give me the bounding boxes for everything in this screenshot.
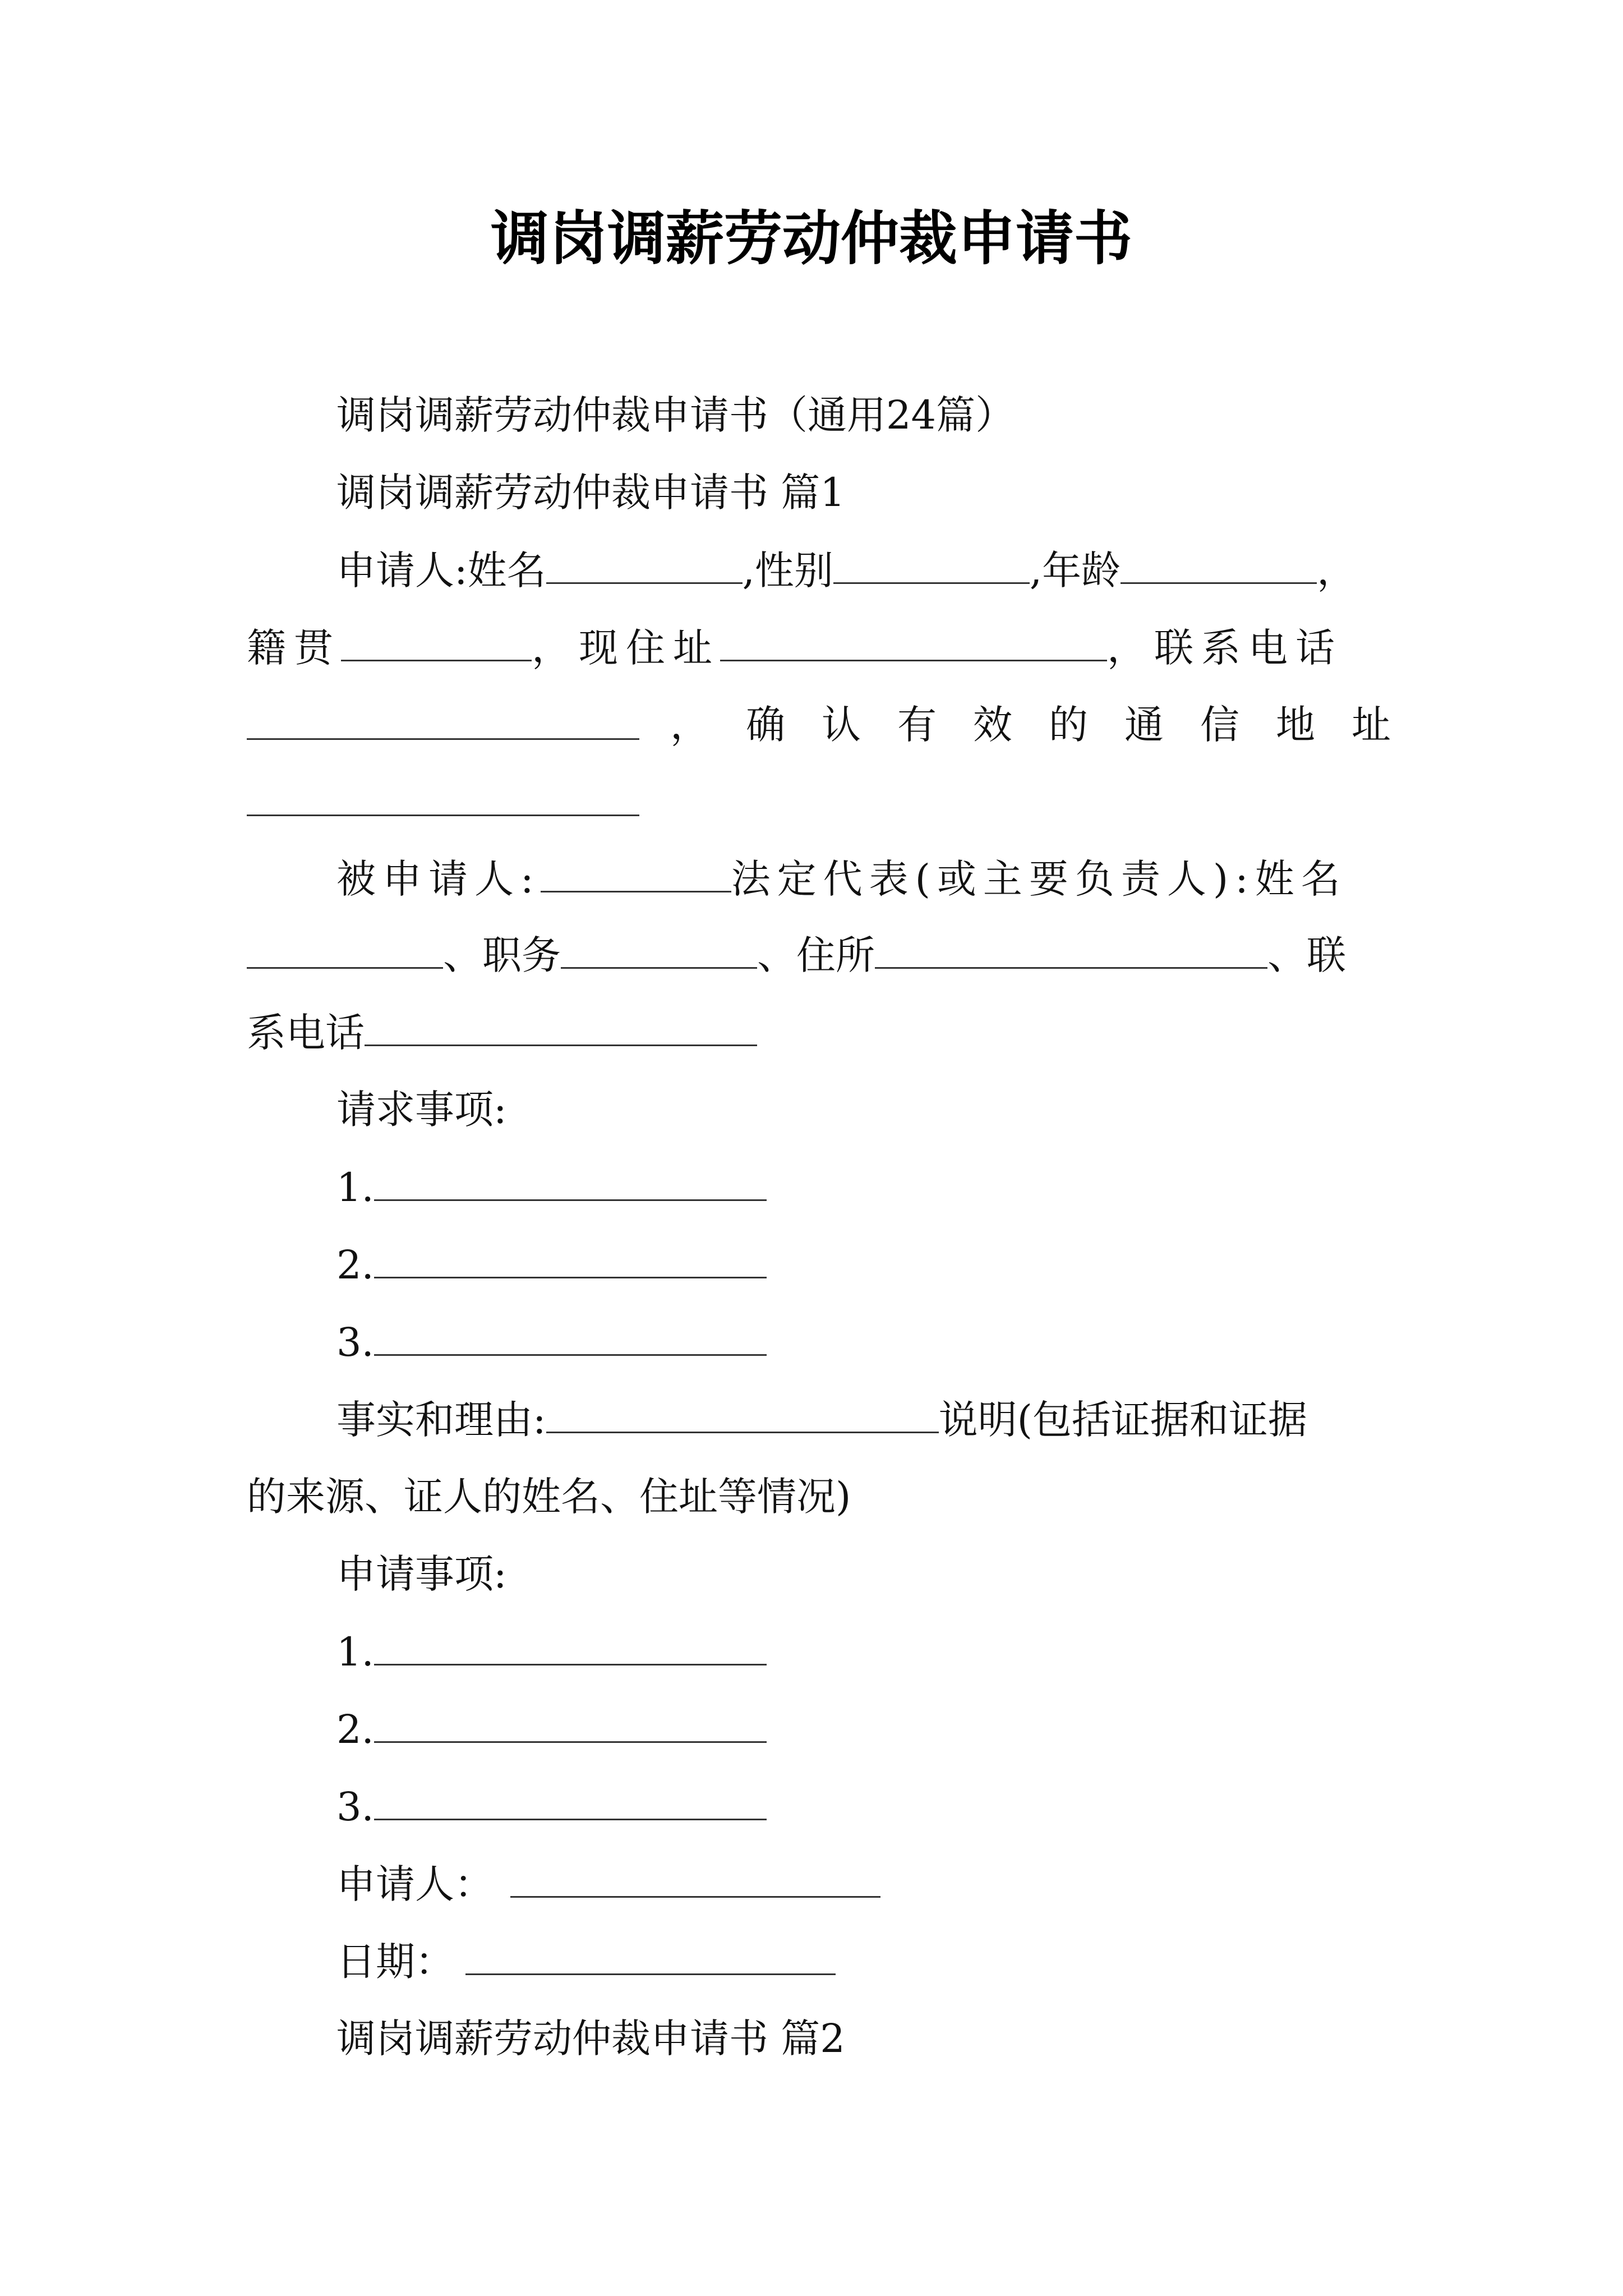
applicant-age-blank[interactable] bbox=[1121, 542, 1317, 584]
claims-heading: 请求事项: bbox=[336, 1087, 507, 1133]
document-subtitle: 调岗调薪劳动仲裁申请书（通用24篇） bbox=[336, 392, 1015, 438]
claim-blank[interactable] bbox=[374, 1159, 767, 1201]
respondent-line bbox=[336, 850, 1347, 907]
apply-item bbox=[336, 1701, 767, 1757]
section-heading-2: 调岗调薪劳动仲裁申请书 篇2 bbox=[336, 2016, 845, 2062]
confirm-char: 认 bbox=[822, 702, 861, 748]
date-label: 日期： bbox=[336, 1939, 454, 1985]
confirm-char: 的 bbox=[1049, 702, 1088, 748]
applicant-name-blank[interactable] bbox=[546, 542, 743, 584]
duty-label: 、职务 bbox=[443, 932, 561, 978]
respondent-phone-line bbox=[247, 1004, 757, 1060]
apply-blank[interactable] bbox=[374, 1778, 767, 1820]
mailing-address-blank[interactable] bbox=[247, 815, 639, 816]
confirm-char: 确 bbox=[746, 702, 785, 748]
claim-blank[interactable] bbox=[374, 1314, 767, 1356]
document-title: 调岗调薪劳动仲裁申请书 bbox=[490, 204, 1132, 273]
section-heading-1: 调岗调薪劳动仲裁申请书 篇1 bbox=[336, 470, 845, 516]
applicant-name-label: 申请人:姓名 bbox=[336, 547, 546, 593]
facts-label: 事实和理由: bbox=[336, 1397, 546, 1443]
apply-item bbox=[336, 1778, 767, 1834]
duty-blank[interactable] bbox=[561, 927, 757, 969]
date-blank[interactable] bbox=[465, 1933, 836, 1975]
apply-number: 3. bbox=[336, 1784, 374, 1830]
apply-item bbox=[336, 1623, 767, 1680]
residence-label: 、住所 bbox=[757, 932, 875, 978]
applicant-line-end: ， bbox=[1317, 547, 1357, 593]
respondent-blank[interactable] bbox=[541, 850, 731, 892]
respondent-phone-blank[interactable] bbox=[365, 1004, 757, 1046]
facts-continuation: 的来源、证人的姓名、住址等情况) bbox=[247, 1474, 851, 1520]
claim-number: 2. bbox=[336, 1242, 374, 1288]
date-line bbox=[336, 1933, 836, 1989]
legal-rep-name-blank[interactable] bbox=[247, 927, 443, 969]
apply-blank[interactable] bbox=[374, 1623, 767, 1665]
claim-blank[interactable] bbox=[374, 1236, 767, 1278]
confirm-char: 效 bbox=[973, 702, 1012, 748]
duty-line bbox=[247, 927, 1346, 983]
duty-line-end: 、联 bbox=[1267, 932, 1346, 978]
apply-heading: 申请事项: bbox=[336, 1551, 507, 1597]
respondent-phone-label: 系电话 bbox=[247, 1010, 365, 1056]
address-blank[interactable] bbox=[720, 619, 1107, 661]
confirm-char: 有 bbox=[897, 702, 937, 748]
legal-rep-label: 法定代表(或主要负责人):姓名 bbox=[731, 856, 1347, 902]
native-label: 籍贯 bbox=[247, 625, 341, 671]
apply-number: 1. bbox=[336, 1629, 374, 1675]
apply-number: 2. bbox=[336, 1706, 374, 1752]
respondent-label: 被申请人: bbox=[336, 856, 541, 902]
signature-line bbox=[336, 1856, 880, 1912]
native-line bbox=[247, 619, 1343, 675]
applicant-age-label: ,年龄 bbox=[1029, 547, 1121, 593]
address-label: ，现住址 bbox=[532, 625, 720, 671]
confirm-address-text bbox=[746, 697, 1391, 753]
apply-blank[interactable] bbox=[374, 1701, 767, 1743]
facts-line bbox=[336, 1391, 1307, 1447]
claim-number: 3. bbox=[336, 1319, 374, 1365]
residence-blank[interactable] bbox=[875, 927, 1267, 969]
claim-item bbox=[336, 1236, 767, 1292]
facts-blank[interactable] bbox=[546, 1391, 939, 1433]
confirm-char: 信 bbox=[1200, 702, 1239, 748]
phone-blank[interactable] bbox=[247, 738, 639, 740]
confirm-char: 地 bbox=[1276, 702, 1315, 748]
applicant-gender-label: ,性别 bbox=[742, 547, 833, 593]
signature-label: 申请人： bbox=[336, 1861, 494, 1907]
contact-comma: ， bbox=[670, 702, 709, 748]
applicant-line bbox=[336, 542, 1356, 598]
phone-label: ，联系电话 bbox=[1107, 625, 1343, 671]
confirm-char: 址 bbox=[1352, 702, 1391, 748]
native-blank[interactable] bbox=[341, 619, 532, 661]
claim-item bbox=[336, 1314, 767, 1370]
claim-number: 1. bbox=[336, 1165, 374, 1211]
claim-item bbox=[336, 1159, 767, 1215]
signature-blank[interactable] bbox=[510, 1856, 880, 1898]
confirm-char: 通 bbox=[1124, 702, 1164, 748]
applicant-gender-blank[interactable] bbox=[833, 542, 1030, 584]
facts-note: 说明(包括证据和证据 bbox=[938, 1397, 1307, 1443]
